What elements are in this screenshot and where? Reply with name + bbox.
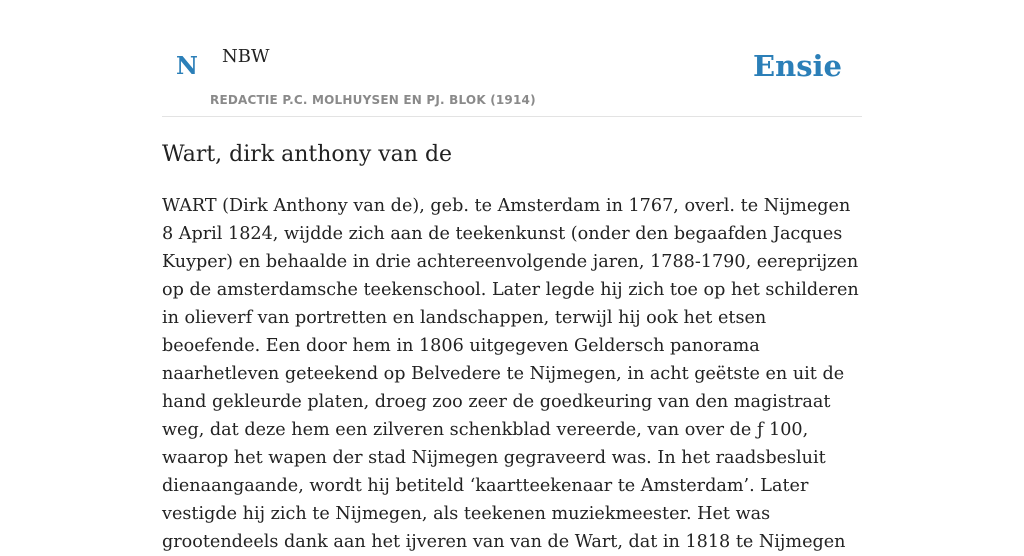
entry-title: Wart, dirk anthony van de	[162, 142, 453, 167]
source-subtitle: REDACTIE P.C. MOLHUYSEN EN PJ. BLOK (1914)	[210, 93, 536, 107]
source-title[interactable]: NBW	[222, 46, 270, 67]
brand-logo[interactable]: Ensie	[753, 49, 842, 83]
entry-body: WART (Dirk Anthony van de), geb. te Amsterdam in 1767, overl. te Nijmegen 8 April 1824, wijdde zich aan de teekenkunst (onder den begaafden Jacques Kuyper) en behaalde in drie achtereenvolgende jaren, 1788-1790, eereprijzen op de amsterdamsche teekenschool. Later legde hij zich toe op het schilderen in olieverf van portretten en landschappen, terwijl hij ook het etsen beoefende. Een door hem in 1806 uitgegeven Geldersch panorama naarhetleven geteekend op Belvedere te Nijmegen, in acht geëtste en uit de hand gekleurde platen, droeg zoo zeer de goedkeuring van den magistraat weg, dat deze hem een zilveren schenkblad vereerde, van over de ƒ 100, waarop het wapen der stad Nijmegen gegraveerd was. In het raadsbesluit dienaangaande, wordt hij betiteld ‘kaartteekenaar te Amsterdam’. Later vestigde hij zich te Nijmegen, als teekenen muziekmeester. Het was grootendeels dank aan het ijveren van van de Wart, dat in 1818 te Nijmegen	[162, 196, 859, 552]
page-header	[162, 40, 862, 117]
source-logo[interactable]: N	[176, 51, 198, 80]
